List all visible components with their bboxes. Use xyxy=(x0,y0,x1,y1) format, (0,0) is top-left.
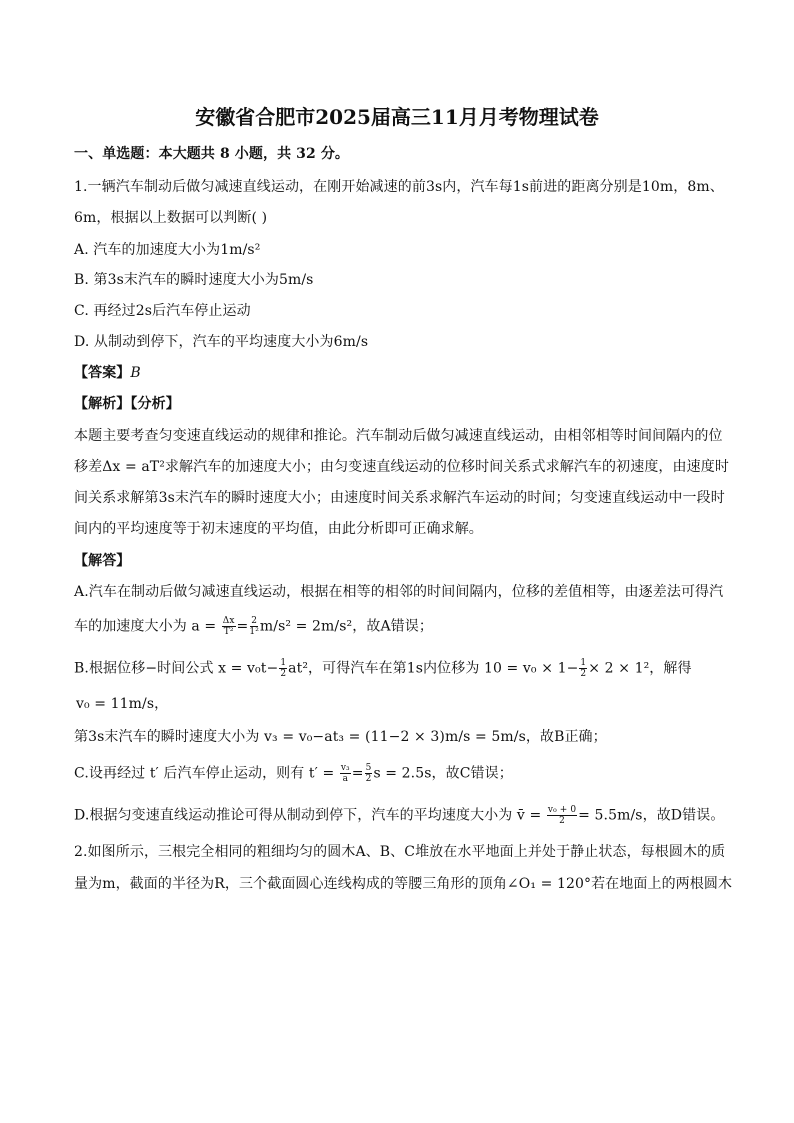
q1-option-b: B. 第3s末汽车的瞬时速度大小为5m/s xyxy=(74,272,314,288)
q1-option-a: A. 汽车的加速度大小为1m/s² xyxy=(74,242,261,258)
solution-b-line3: 第3s末汽车的瞬时速度大小为 v₃ = v₀−at₃ = (11−2 × 3)m/s = 5m/s，故B正确； xyxy=(74,729,607,745)
solution-c: C.设再经过 t′ 后汽车停止运动，则有 t′ = $\frac{\text{v₃}}{a}$ = $\frac{5}{2}$ s = 2.5s，故C错误； xyxy=(74,763,513,784)
analysis-label: 【解析】【分析】 xyxy=(74,396,180,412)
answer-label: 【答案】 xyxy=(74,365,131,381)
fraction-v3-over-a: $\frac{\text{v₃}}{a}$ xyxy=(340,763,350,784)
q1-stem-line2: 6m，根据以上数据可以判断( ) xyxy=(74,210,268,226)
fraction-half: $\frac{1}{2}$ xyxy=(580,658,587,679)
q1-answer xyxy=(74,363,141,383)
solution-d-result: = 5.5m/s，故D错误。 xyxy=(578,807,725,824)
solution-b-text: B.根据位移−时间公式 x = v₀t− xyxy=(74,660,279,677)
fraction-v0-plus-0-over-2: $\frac{\text{v₀ + 0}}{2}$ xyxy=(547,805,577,826)
analysis-line: 本题主要考查匀变速直线运动的规律和推论。汽车制动后做匀减速直线运动，由相邻相等时间间隔内的位 xyxy=(74,428,723,444)
fraction-half: $\frac{1}{2}$ xyxy=(280,658,287,679)
solution-a-line1: A.汽车在制动后做匀减速直线运动，根据在相等的相邻的时间间隔内，位移的差值相等，由逐差法可得汽 xyxy=(74,584,724,600)
solution-a-result: m/s² = 2m/s²，故A错误； xyxy=(259,618,433,635)
solution-b-text: × 2 × 1²，解得 xyxy=(588,660,692,677)
analysis-line: 间内的平均速度等于初末速度的平均值，由此分析即可正确求解。 xyxy=(74,521,483,537)
solution-b-line1 xyxy=(74,658,692,679)
q2-stem-line1: 2.如图所示，三根完全相同的粗细均匀的圆木A、B、C堆放在水平地面上并处于静止状态，每根圆木的质 xyxy=(74,844,726,860)
solution-d-text: D.根据匀变速直线运动推论可得从制动到停下，汽车的平均速度大小为 v̄ = xyxy=(74,807,542,824)
section-heading: 一、单选题：本大题共 8 小题，共 32 分。 xyxy=(74,146,350,162)
solution-b-text: at²，可得汽车在第1s内位移为 10 = v₀ × 1− xyxy=(288,660,579,677)
solution-a-text: 车的加速度大小为 a = xyxy=(74,618,217,635)
answer-value: B xyxy=(130,365,141,381)
solution-d xyxy=(74,805,724,826)
q1-option-c: C. 再经过2s后汽车停止运动 xyxy=(74,303,251,319)
q1-option-d: D. 从制动到停下，汽车的平均速度大小为6m/s xyxy=(74,334,369,350)
fraction-5-over-2: $\frac{5}{2}$ xyxy=(365,763,372,784)
fraction-2-over-1: $\frac{2}{\text{1²}}$ xyxy=(249,616,259,637)
solution-c-text: C.设再经过 t′ 后汽车停止运动，则有 t′ = xyxy=(74,765,335,782)
solution-c-result: s = 2.5s，故C错误； xyxy=(373,765,513,782)
page-title: 安徽省合肥市2025届高三11月月考物理试卷 xyxy=(195,105,599,129)
analysis-line: 间关系求解第3s末汽车的瞬时速度大小；由速度时间关系求解汽车运动的时间；匀变速直线运动中一段时 xyxy=(74,490,725,506)
solution-a-line2: 车的加速度大小为 a = $\frac{\Delta x}{\text{T²}}$ = $\frac{2}{\text{1²}}$ m/s² = 2m/s²，故A错误； xyxy=(74,616,433,637)
q2-stem-line2: 量为m，截面的半径为R，三个截面圆心连线构成的等腰三角形的顶角∠O₁ = 120°若在地面上的两根圆木 xyxy=(74,876,733,892)
solution-b-line2: v₀ = 11m/s， xyxy=(76,696,169,712)
q1-stem-line1: 1.一辆汽车制动后做匀减速直线运动，在刚开始减速的前3s内，汽车每1s前进的距离分别是10m，8m、 xyxy=(74,179,724,195)
solution-label: 【解答】 xyxy=(74,553,131,569)
analysis-line: 移差Δx = aT²求解汽车的加速度大小；由匀变速直线运动的位移时间关系式求解汽车的初速度，由速度时 xyxy=(74,459,729,475)
fraction-dx-over-t2: $\frac{\Delta x}{\text{T²}}$ xyxy=(222,616,235,637)
